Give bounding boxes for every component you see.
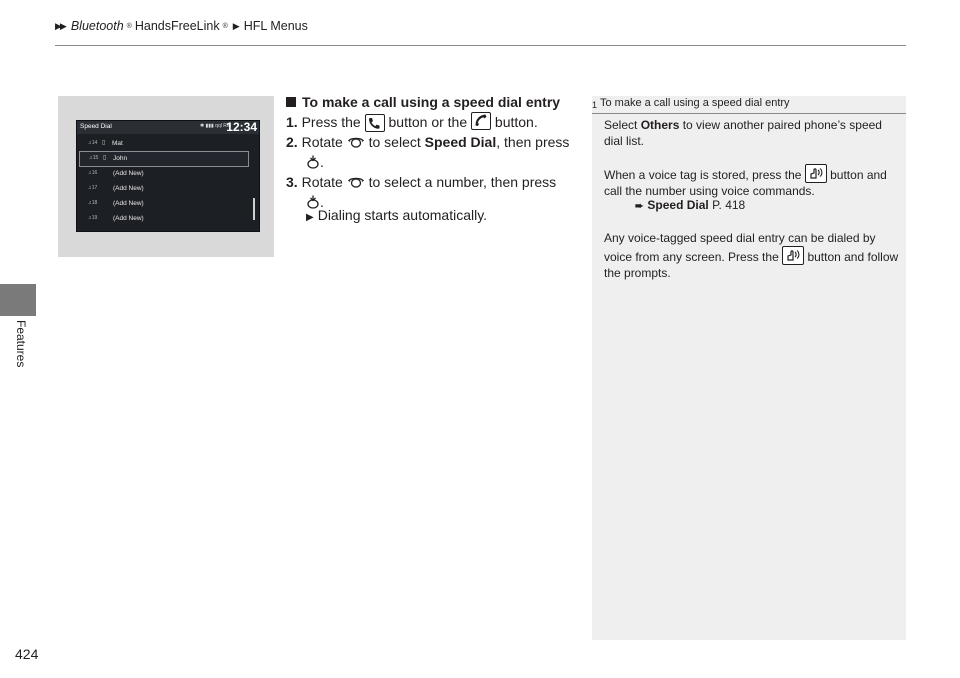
voice-tag-icon: ♫16 xyxy=(88,170,98,176)
phone-button-icon xyxy=(365,114,385,132)
breadcrumb: ▶▶ Bluetooth ® HandsFreeLink ® ▶ HFL Menus xyxy=(55,19,308,33)
page-number: 424 xyxy=(15,646,39,662)
speed-dial-row[interactable] xyxy=(79,137,247,151)
speed-dial-name: (Add New) xyxy=(113,170,144,177)
chapter-tab-marker xyxy=(0,284,36,316)
speed-dial-screen xyxy=(76,120,260,232)
voice-tag-icon: ♫15 xyxy=(89,155,99,161)
result-arrow-icon: ▶ xyxy=(306,212,314,223)
step-1: 1. Press the button or the button. xyxy=(286,114,538,130)
speed-dial-name: (Add New) xyxy=(113,215,144,222)
screen-title-bar xyxy=(77,121,259,134)
breadcrumb-arrow-icon: ▶ xyxy=(232,20,238,31)
scrollbar[interactable] xyxy=(253,198,255,220)
voice-tag-icon: ♫17 xyxy=(88,185,98,191)
status-icons: ✱ ▮▮▮ qql RM xyxy=(199,123,231,129)
step-result: ▶ Dialing starts automatically. xyxy=(306,207,488,223)
heading-bullet-icon xyxy=(286,97,296,107)
speed-dial-name: Mat xyxy=(112,140,123,147)
speed-dial-row[interactable] xyxy=(79,212,247,226)
section-heading: To make a call using a speed dial entry xyxy=(286,92,586,112)
breadcrumb-handsfreelink: HandsFreeLink xyxy=(134,19,220,33)
side-note xyxy=(592,96,906,640)
note-cross-reference[interactable]: ➨ Speed Dial P. 418 xyxy=(635,198,746,212)
screen-illustration xyxy=(58,96,274,257)
note-number: 1 xyxy=(592,100,598,110)
speed-dial-name: (Add New) xyxy=(113,200,144,207)
screen-clock: 12:34 xyxy=(226,120,257,134)
interface-dial-rotate-icon xyxy=(347,135,365,150)
speed-dial-row[interactable] xyxy=(79,197,247,211)
step-3: 3. Rotate to select a number, then press xyxy=(286,174,557,190)
breadcrumb-arrow-icon: ▶▶ xyxy=(55,20,65,31)
talk-button-icon xyxy=(782,246,804,265)
note-paragraph: Select Others to view another paired phone’s speed dial list. xyxy=(604,118,882,148)
header-divider xyxy=(55,45,906,46)
note-paragraph: Any voice-tagged speed dial entry can be dialed by voice from any screen. Press the button and follow the prompts. xyxy=(604,231,899,280)
note-title: To make a call using a speed dial entry xyxy=(600,97,790,109)
voice-tag-icon: ♫19 xyxy=(88,215,98,221)
phone-icon: ▯ xyxy=(103,155,107,161)
speed-dial-name: (Add New) xyxy=(113,185,144,192)
voice-tag-icon: ♫18 xyxy=(88,200,98,206)
speed-dial-row[interactable] xyxy=(79,151,249,167)
step-2-continued: . xyxy=(306,152,324,172)
voice-tag-icon: ♫14 xyxy=(88,140,98,146)
phone-icon: ▯ xyxy=(102,140,106,146)
chapter-tab-label: Features xyxy=(14,320,28,368)
interface-dial-press-icon xyxy=(306,155,320,169)
talk-button-icon xyxy=(805,164,827,183)
interface-dial-rotate-icon xyxy=(347,175,365,190)
reference-arrow-icon: ➨ xyxy=(635,201,644,212)
step-3-continued: . xyxy=(306,192,324,212)
instructions xyxy=(286,92,586,223)
note-paragraph: When a voice tag is stored, press the button and call the number using voice commands. xyxy=(604,164,900,199)
pick-up-button-icon xyxy=(471,112,491,130)
breadcrumb-hfl-menus: HFL Menus xyxy=(243,19,308,33)
breadcrumb-bluetooth: Bluetooth xyxy=(70,19,124,33)
note-heading xyxy=(592,96,906,114)
speed-dial-row[interactable] xyxy=(79,182,247,196)
speed-dial-row[interactable] xyxy=(79,167,247,181)
step-2: 2. Rotate to select Speed Dial, then press xyxy=(286,134,570,150)
screen-title: Speed Dial xyxy=(80,123,112,130)
speed-dial-name: John xyxy=(113,155,128,162)
